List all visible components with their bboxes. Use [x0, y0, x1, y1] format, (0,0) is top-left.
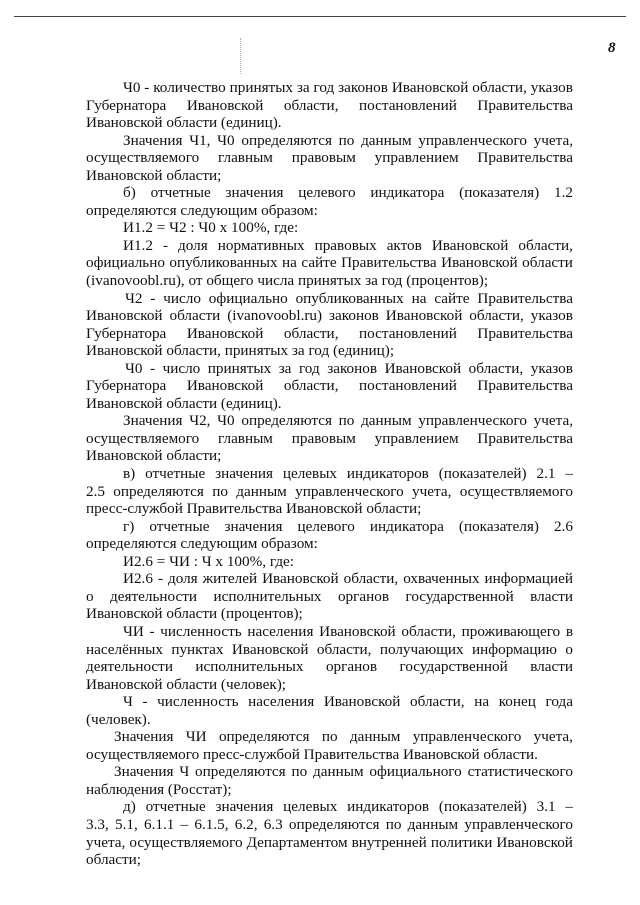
- top-rule: [14, 16, 626, 17]
- line: населённых пунктах Ивановской области, получающих информацию о: [86, 640, 573, 658]
- line: пресс-службой Правительства Ивановской области;: [86, 500, 422, 518]
- line: Ч0 - число принятых за год законов Ивановской области, указов: [125, 359, 573, 377]
- line: Ивановской области, принятых за год (единиц);: [86, 342, 395, 360]
- line: о деятельности исполнительных органов государственной власти: [86, 587, 573, 605]
- paragraph-item-v: [86, 465, 573, 518]
- line: 3.3, 5.1, 6.1.1 – 6.1.5, 6.2, 6.3 определяются по данным управленческого: [86, 815, 573, 833]
- paragraph-ch0-def: [86, 360, 573, 413]
- line: Губернатора Ивановской области, постановлений Правительства: [86, 377, 573, 395]
- line: д) отчетные значения целевых индикаторов (показателей) 3.1 –: [123, 798, 573, 816]
- line: осуществляемого пресс-службой Правительства Ивановской области.: [86, 745, 538, 763]
- line: осуществляемого главным правовым управлением Правительства: [86, 149, 573, 167]
- line: Ивановской области (человек);: [86, 675, 287, 693]
- line: области;: [86, 851, 141, 869]
- paragraph-values-ch: [86, 763, 573, 798]
- line: Губернатора Ивановской области, постановлений Правительства: [86, 96, 573, 114]
- line: деятельности исполнительных органов государственной власти: [86, 658, 573, 676]
- line: Ч2 - число официально опубликованных на сайте Правительства: [125, 289, 573, 307]
- line: Значения ЧИ определяются по данным управленческого учета,: [114, 728, 573, 746]
- scan-artifact: [240, 38, 249, 74]
- paragraph-i12-def: [86, 237, 573, 290]
- paragraph-item-g: [86, 518, 573, 553]
- line: Ивановской области (единиц).: [86, 114, 282, 132]
- line: Значения Ч определяются по данным официального статистического: [114, 763, 573, 781]
- paragraph-values-ch2-ch0: [86, 412, 573, 465]
- line: осуществляемого главным правовым управлением Правительства: [86, 429, 573, 447]
- line: Ч - численность населения Ивановской области, на конец года: [123, 693, 573, 711]
- line: 2.5 определяются по данным управленческого учета, осуществляемого: [86, 482, 573, 500]
- line: И1.2 = Ч2 : Ч0 х 100%, где:: [123, 219, 299, 237]
- formula-i26: [86, 553, 573, 571]
- line: Губернатора Ивановской области, постановлений Правительства: [86, 324, 573, 342]
- page-number: 8: [608, 40, 616, 56]
- line: (человек).: [86, 710, 151, 728]
- line: официально опубликованных на сайте Правительства Ивановской области: [86, 254, 573, 272]
- line: определяются следующим образом:: [86, 535, 318, 553]
- line: Ивановской области (ivanovoobl.ru) законов Ивановской области, указов: [86, 307, 573, 325]
- line: Ивановской области (процентов);: [86, 605, 303, 623]
- paragraph-item-b: [86, 184, 573, 219]
- line: Ч0 - количество принятых за год законов Ивановской области, указов: [123, 79, 573, 96]
- paragraph-ch0-count: [86, 79, 573, 132]
- document-body: [86, 79, 573, 869]
- line: Значения Ч1, Ч0 определяются по данным управленческого учета,: [123, 131, 573, 149]
- line: И1.2 - доля нормативных правовых актов Ивановской области,: [123, 236, 573, 254]
- paragraph-chi-def: [86, 623, 573, 693]
- line: И2.6 - доля жителей Ивановской области, охваченных информацией: [123, 570, 573, 588]
- paragraph-ch-def: [86, 693, 573, 728]
- line: Ивановской области (единиц).: [86, 394, 282, 412]
- line: (ivanovoobl.ru), от общего числа принятых за год (процентов);: [86, 272, 489, 290]
- line: б) отчетные значения целевого индикатора (показателя) 1.2: [123, 184, 573, 202]
- formula-i12: [86, 219, 573, 237]
- line: учета, осуществляемого Департаментом внутренней политики Ивановской: [86, 833, 573, 851]
- line: Ивановской области;: [86, 447, 222, 465]
- line: в) отчетные значения целевых индикаторов (показателей) 2.1 –: [123, 465, 573, 483]
- line: наблюдения (Росстат);: [86, 780, 232, 798]
- line: ЧИ - численность населения Ивановской области, проживающего в: [123, 622, 573, 640]
- paragraph-values-ch1-ch0: [86, 132, 573, 185]
- paragraph-i26-def: [86, 570, 573, 623]
- line: Ивановской области;: [86, 166, 222, 184]
- paragraph-ch2-def: [86, 290, 573, 360]
- paragraph-values-chi: [86, 728, 573, 763]
- paragraph-item-d: [86, 798, 573, 868]
- line: И2.6 = ЧИ : Ч х 100%, где:: [123, 552, 295, 570]
- line: определяются следующим образом:: [86, 201, 318, 219]
- line: г) отчетные значения целевого индикатора (показателя) 2.6: [123, 517, 573, 535]
- line: Значения Ч2, Ч0 определяются по данным управленческого учета,: [123, 412, 573, 430]
